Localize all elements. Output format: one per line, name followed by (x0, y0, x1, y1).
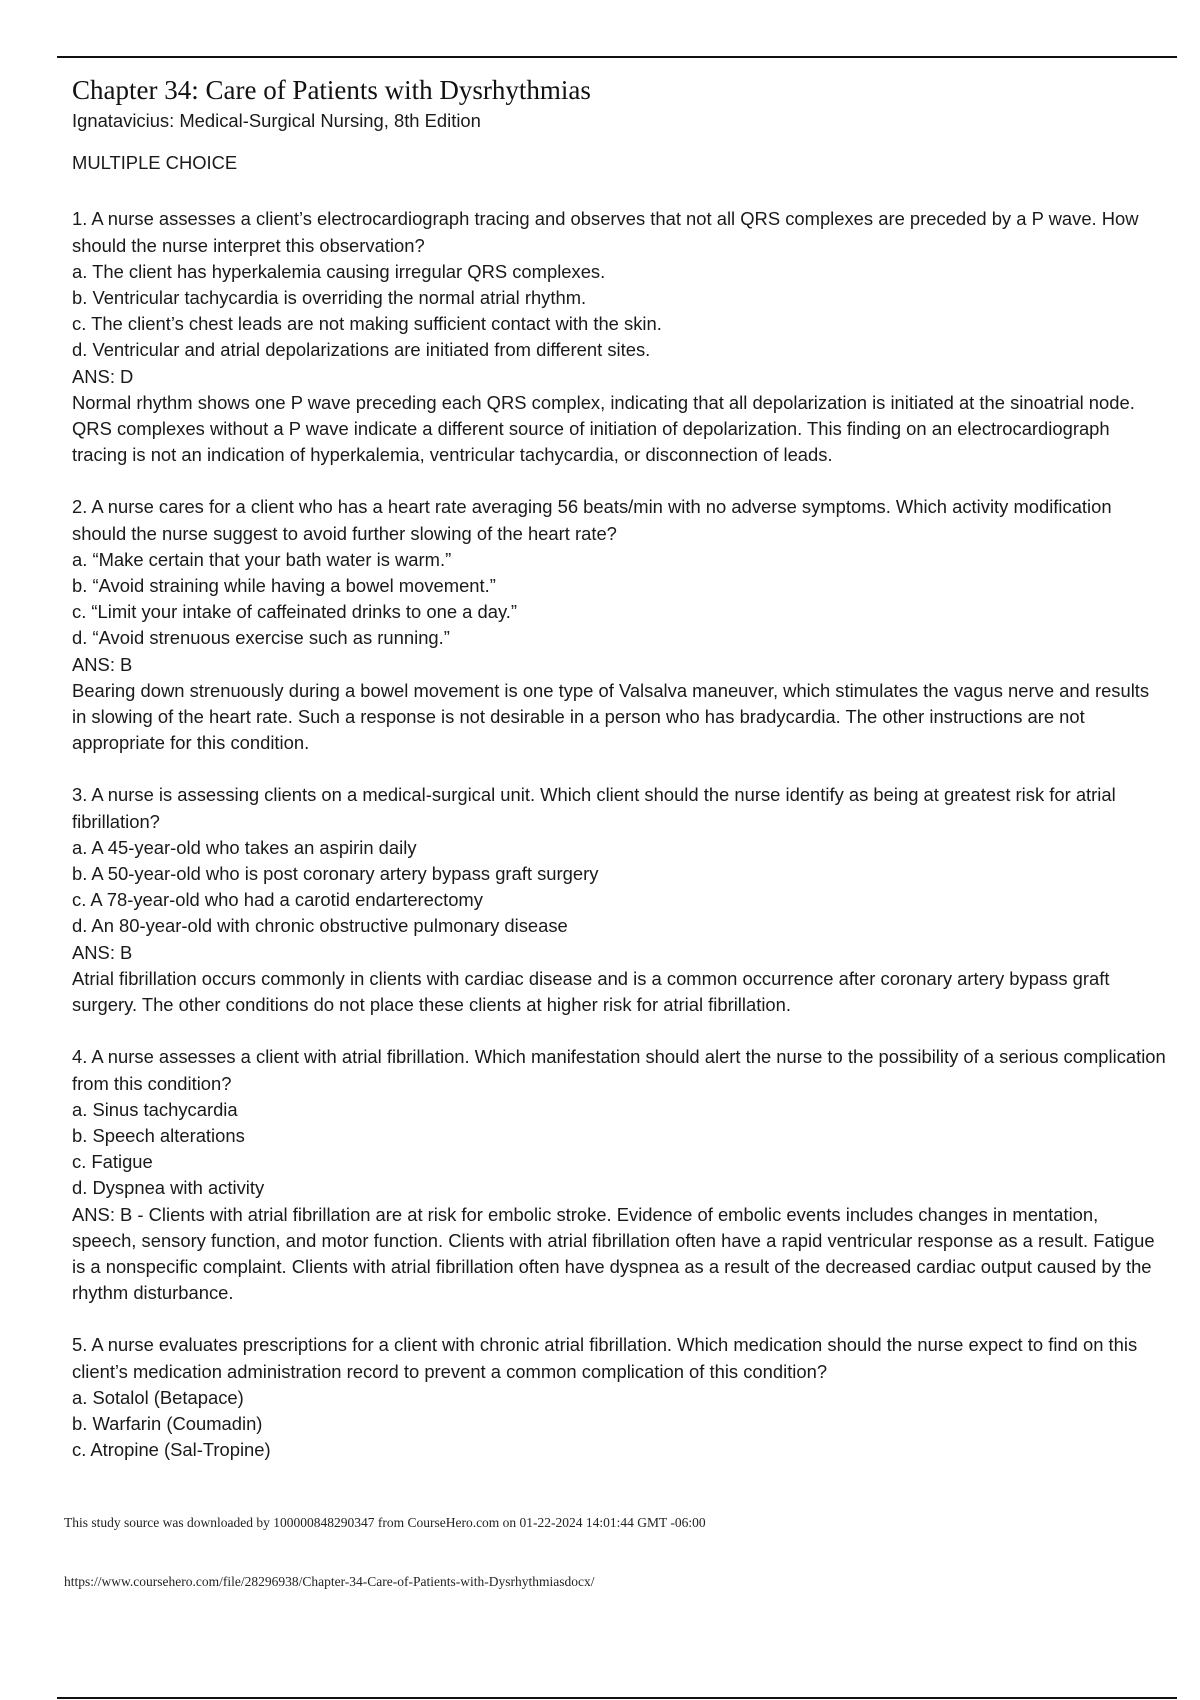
answer-option: d. “Avoid strenuous exercise such as running.” (72, 627, 450, 649)
answer-option: b. Warfarin (Coumadin) (72, 1412, 263, 1434)
answer-key: ANS: B (72, 941, 133, 963)
answer-option: c. The client’s chest leads are not making sufficient contact with the skin. (72, 313, 662, 335)
answer-key: ANS: D (72, 365, 134, 387)
answer-option: b. A 50-year-old who is post coronary artery bypass graft surgery (72, 863, 599, 885)
answer-option: c. A 78-year-old who had a carotid endarterectomy (72, 889, 483, 911)
download-source-note: This study source was downloaded by 100000848290347 from CourseHero.com on 01-22-2024 14:01:44 GMT -06:00 (64, 1515, 706, 1530)
question-4 (72, 1044, 1167, 1306)
question-5 (72, 1332, 1167, 1463)
source-url-link[interactable]: https://www.coursehero.com/file/28296938/Chapter-34-Care-of-Patients-with-Dysrhythmiasdocx/ (64, 1574, 595, 1589)
rationale: Atrial fibrillation occurs commonly in clients with cardiac disease and is a common occurrence after coronary artery bypass graft surgery. The other conditions do not place these clients at higher risk for atrial fibrillation. (72, 967, 1110, 1016)
answer-option: b. Ventricular tachycardia is overriding the normal atrial rhythm. (72, 287, 587, 309)
question-stem: 2. A nurse cares for a client who has a heart rate averaging 56 beats/min with no adverse symptoms. Which activity modification should the nurse suggest to avoid further slowing of the heart rate? (72, 496, 1112, 544)
answer-option: c. Atropine (Sal-Tropine) (72, 1439, 271, 1461)
answer-option: c. Fatigue (72, 1151, 153, 1173)
question-stem: 4. A nurse assesses a client with atrial fibrillation. Which manifestation should alert the nurse to the possibility of a serious complication from this condition? (72, 1046, 1166, 1094)
question-stem: 1. A nurse assesses a client’s electrocardiograph tracing and observes that not all QRS complexes are preceded by a P wave. How should the nurse interpret this observation? (72, 208, 1139, 256)
answer-option: a. Sotalol (Betapace) (72, 1386, 244, 1408)
answer-option: b. “Avoid straining while having a bowel movement.” (72, 575, 496, 597)
question-stem: 5. A nurse evaluates prescriptions for a client with chronic atrial fibrillation. Which medication should the nurse expect to find on this client’s medication administration record to prevent a common complication of this condition? (72, 1334, 1138, 1382)
answer-option: d. An 80-year-old with chronic obstructive pulmonary disease (72, 915, 568, 937)
answer-option: d. Ventricular and atrial depolarizations are initiated from different sites. (72, 339, 651, 361)
answer-option: d. Dyspnea with activity (72, 1177, 265, 1199)
answer-option: a. “Make certain that your bath water is warm.” (72, 548, 452, 570)
answer-option: b. Speech alterations (72, 1124, 245, 1146)
document-body (72, 72, 1167, 1463)
answer-option: a. Sinus tachycardia (72, 1098, 238, 1120)
rationale: Bearing down strenuously during a bowel movement is one type of Valsalva maneuver, which stimulates the vagus nerve and results in slowing of the heart rate. Such a response is not desirable in a person who has bradycardia. The other instructions are not appropriate for this condition. (72, 679, 1150, 754)
bottom-rule (57, 1697, 1177, 1699)
question-2 (72, 494, 1167, 756)
section-label: MULTIPLE CHOICE (72, 152, 238, 174)
answer-key-with-rationale: ANS: B - Clients with atrial fibrillation are at risk for embolic stroke. Evidence of embolic events includes changes in mentation, speech, sensory function, and motor function. Clients with atrial fibrillation often have a rapid ventricular response as a result. Fatigue is a nonspecific complaint. Clients with atrial fibrillation often have dyspnea as a result of the decreased cardiac output caused by the rhythm disturbance. (72, 1203, 1155, 1304)
answer-key: ANS: B (72, 653, 133, 675)
answer-option: c. “Limit your intake of caffeinated drinks to one a day.” (72, 601, 518, 623)
question-1 (72, 206, 1167, 468)
question-3 (72, 782, 1167, 1018)
question-stem: 3. A nurse is assessing clients on a medical-surgical unit. Which client should the nurse identify as being at greatest risk for atrial fibrillation? (72, 784, 1116, 832)
chapter-title: Chapter 34: Care of Patients with Dysrhythmias (72, 75, 591, 105)
answer-option: a. The client has hyperkalemia causing irregular QRS complexes. (72, 260, 606, 282)
rationale: Normal rhythm shows one P wave preceding each QRS complex, indicating that all depolarization is initiated at the sinoatrial node. QRS complexes without a P wave indicate a different source of initiation of depolarization. This finding on an electrocardiograph tracing is not an indication of hyperkalemia, ventricular tachycardia, or disconnection of leads. (72, 391, 1135, 466)
top-rule (57, 56, 1177, 58)
answer-option: a. A 45-year-old who takes an aspirin daily (72, 836, 417, 858)
book-subtitle: Ignatavicius: Medical-Surgical Nursing, 8th Edition (72, 110, 481, 131)
